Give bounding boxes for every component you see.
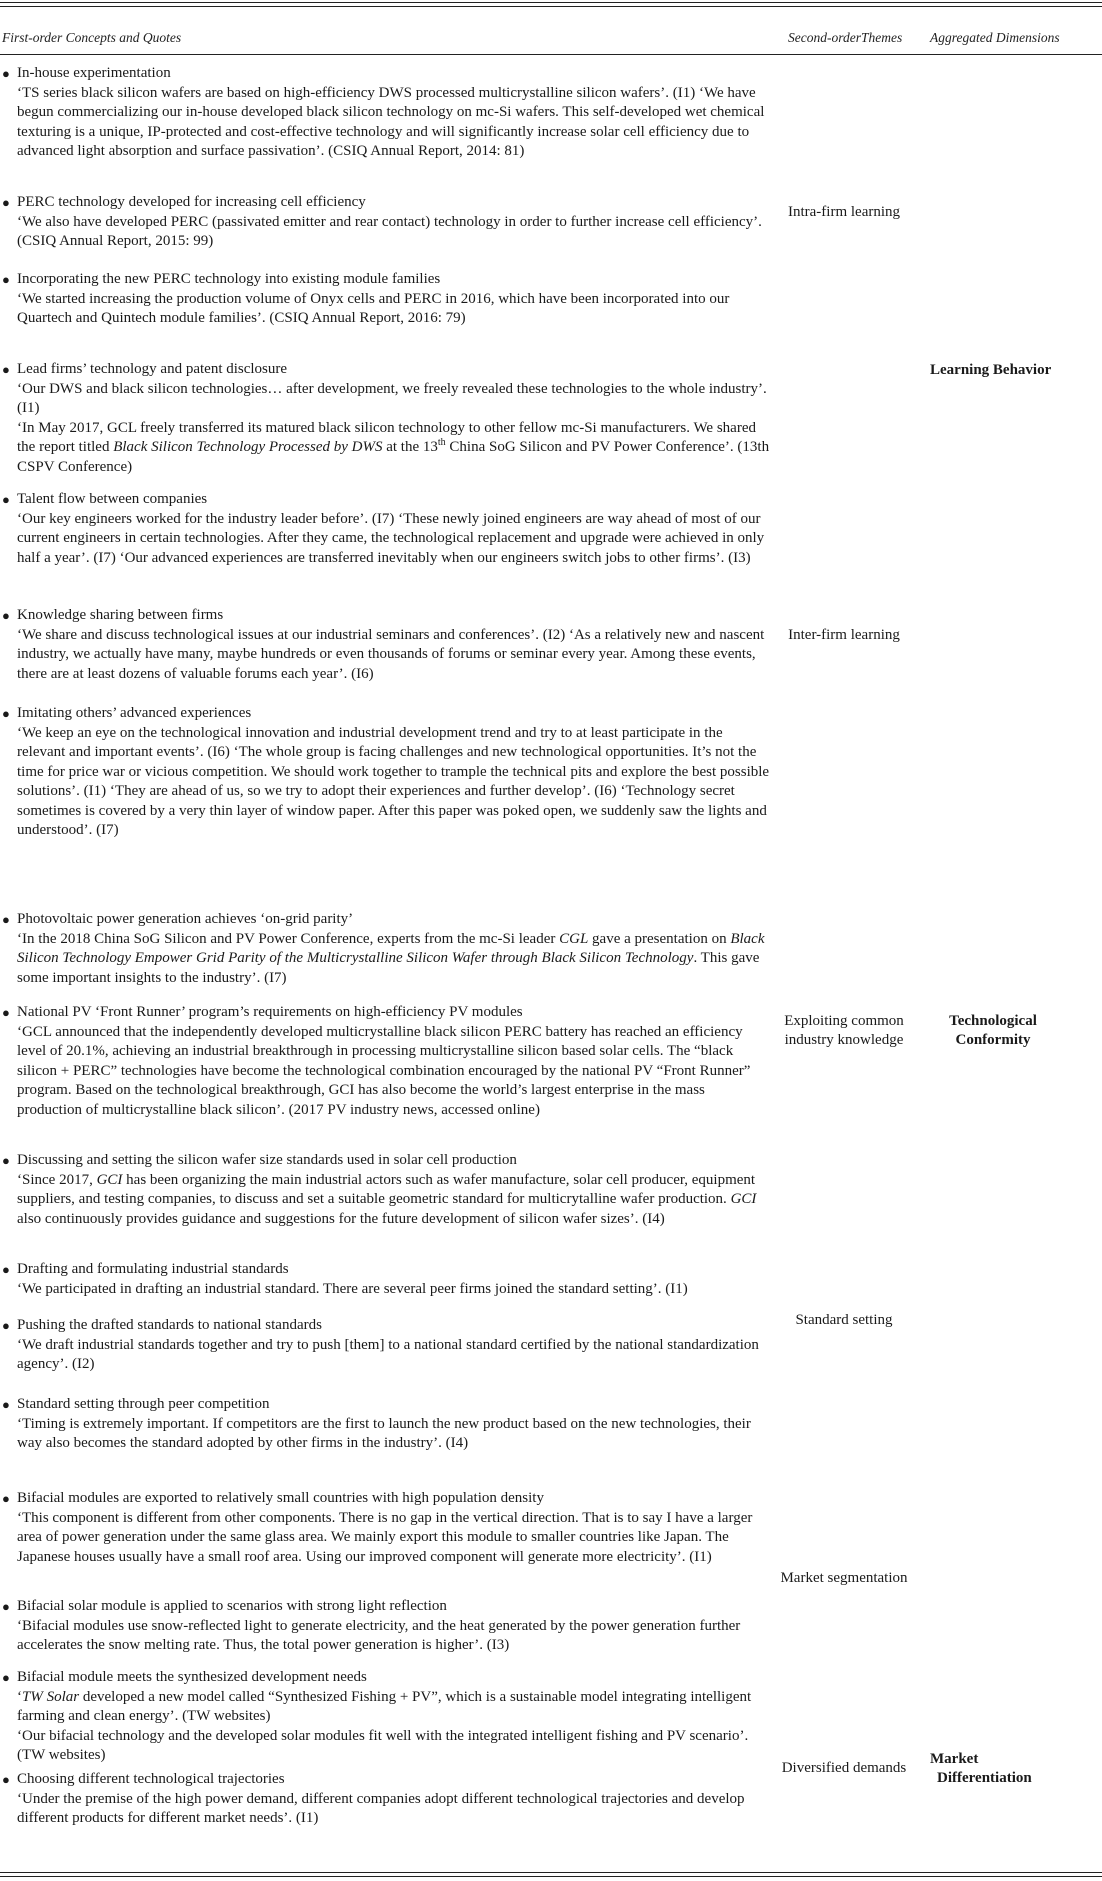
concept-quote: ‘TS series black silicon wafers are based on high-efficiency DWS processed multicrystalline silicon wafers’. (I1) ‘We have begun commercializing our in-house developed black silicon technology on mc-Si wafers. This self-developed wet chemical texturing is a unique, IP-protected and cost-effective technology and will significantly increase solar cell efficiency due to advanced light absorption and surface passivation’. (CSIQ Annual Report, 2014: 81) [17, 84, 765, 159]
bullet-icon: ● [2, 1491, 10, 1506]
list-item [0, 1003, 770, 1120]
concept-quote: ‘Our key engineers worked for the industry leader before’. (I7) ‘These newly joined engineers are way ahead of most of our current engineers in certain technologies. After they came, the technological replacement and upgrade were achieved in only half a year’. (I7) ‘Our advanced experiences are transferred inevitably when our engineers switch jobs to other firms’. (I3) [17, 510, 765, 566]
col-header-themes: Second-orderThemes [788, 30, 903, 45]
list-item [0, 193, 770, 252]
theme-diversified-demands: Diversified demands [781, 1760, 907, 1776]
concept-quote: ‘We participated in drafting an industrial standard. There are several peer firms joined the standard setting’. (I1) [17, 1280, 688, 1297]
top-rule-2 [0, 6, 1102, 7]
bullet-icon: ● [2, 608, 10, 623]
concept-heading: Standard setting through peer competition [17, 1396, 270, 1412]
list-item [0, 704, 770, 841]
concept-quote: ‘In May 2017, GCL freely transferred its matured black silicon technology to other fellow mc-Si manufacturers. We shared the report titled Black Silicon Technology Processed by DWS at the 13th China SoG Silicon and PV Power Conference’. (13th CSPV Conference) [17, 419, 770, 475]
concept-heading: Lead firms’ technology and patent disclosure [17, 361, 288, 377]
list-item [0, 1489, 770, 1567]
bottom-rule-2 [0, 1876, 1102, 1877]
concept-heading: Pushing the drafted standards to national standards [17, 1317, 322, 1333]
list-item [0, 1151, 770, 1229]
list-item [0, 360, 770, 477]
concept-quote: ‘We draft industrial standards together and try to push [them] to a national standard certified by the national standardization agency’. (I2) [17, 1336, 759, 1372]
bullet-icon: ● [2, 912, 10, 927]
col-header-dimensions: Aggregated Dimensions [930, 30, 1060, 45]
bullet-icon: ● [2, 1262, 10, 1277]
list-item [0, 1395, 770, 1454]
bullet-icon: ● [2, 1670, 10, 1685]
concept-heading: Bifacial solar module is applied to scenarios with strong light reflection [17, 1598, 447, 1614]
bullet-icon: ● [2, 272, 10, 287]
bottom-rule [0, 1872, 1102, 1873]
concept-quote: ‘GCL announced that the independently developed multicrystalline black silicon PERC battery has reached an efficiency level of 20.1%, achieving an industrial breakthrough in processing multicrystalline silicon based solar cells. The “black silicon + PERC” technologies have become the technological combination encouraged by the national PV “Front Runner” program. Based on the technological breakthrough, GCI has also become the world’s largest enterprise in the mass production of multicrystalline black silicon’. (2017 PV industry news, accessed online) [17, 1023, 751, 1118]
col-header-first-order: First-order Concepts and Quotes [2, 30, 182, 45]
concept-heading: Knowledge sharing between firms [17, 607, 224, 623]
concept-quote: ‘In the 2018 China SoG Silicon and PV Power Conference, experts from the mc-Si leader CGL gave a presentation on Black Silicon Technology Empower Grid Parity of the Multicrystalline Silicon Wafer through Black Silicon Technology. This gave some important insights to the industry’. (I7) [17, 930, 765, 986]
header-rule [0, 54, 1102, 55]
list-item [0, 490, 770, 568]
top-rule [0, 2, 1102, 3]
concept-quote: ‘Timing is extremely important. If competitors are the first to launch the new product based on the new technologies, their way also becomes the standard adopted by other firms in the industry’. (I4) [17, 1415, 751, 1451]
concept-heading: Talent flow between companies [17, 491, 208, 507]
bullet-icon: ● [2, 1772, 10, 1787]
dimension-technological-conformity: Technological Conformity [949, 1013, 1037, 1048]
concept-heading: Bifacial module meets the synthesized development needs [17, 1669, 367, 1685]
bullet-icon: ● [2, 66, 10, 81]
concept-quote: ‘We share and discuss technological issues at our industrial seminars and conferences’. (I2) ‘As a relatively new and nascent industry, we actually have many, maybe hundreds or even thousands of forums or seminar every year. Among these events, there are at least dozens of valuable forums each year’. (I6) [17, 626, 765, 682]
bullet-icon: ● [2, 1005, 10, 1020]
bullet-icon: ● [2, 706, 10, 721]
theme-inter-firm-learning: Inter-firm learning [788, 627, 900, 643]
concept-heading: In-house experimentation [17, 65, 171, 81]
concept-heading: Bifacial modules are exported to relatively small countries with high population density [17, 1490, 544, 1506]
list-item [0, 1316, 770, 1375]
concept-quote: ‘TW Solar developed a new model called “Synthesized Fishing + PV”, which is a sustainable model integrating intelligent farming and clean energy’. (TW websites) [17, 1688, 752, 1724]
theme-exploiting-knowledge: Exploiting common industry knowledge [784, 1013, 904, 1048]
concept-heading: National PV ‘Front Runner’ program’s requirements on high-efficiency PV modules [17, 1004, 523, 1020]
concept-quote: ‘Our DWS and black silicon technologies… after development, we freely revealed these technologies to the whole industry’. (I1) [17, 380, 767, 416]
bullet-icon: ● [2, 1153, 10, 1168]
bullet-icon: ● [2, 362, 10, 377]
concept-heading: Photovoltaic power generation achieves ‘on-grid parity’ [17, 911, 354, 927]
concept-quote: ‘Under the premise of the high power demand, different companies adopt different technological trajectories and develop different products for different market needs’. (I1) [17, 1790, 745, 1826]
theme-standard-setting: Standard setting [795, 1312, 893, 1328]
concept-quote: ‘We started increasing the production volume of Onyx cells and PERC in 2016, which have been incorporated into our Quartech and Quintech module families’. (CSIQ Annual Report, 2016: 79) [17, 290, 730, 326]
concept-quote: ‘Since 2017, GCI has been organizing the main industrial actors such as wafer manufacture, solar cell producer, equipment suppliers, and testing companies, to discuss and set a suitable geometric standard for multicrytalline wafer production. GCI also continuously provides guidance and suggestions for the future development of silicon wafer sizes’. (I4) [17, 1171, 757, 1227]
concept-heading: Imitating others’ advanced experiences [17, 705, 252, 721]
concept-heading: Incorporating the new PERC technology into existing module families [17, 271, 441, 287]
concept-quote: ‘We keep an eye on the technological innovation and industrial development trend and try to at least participate in the relevant and important events’. (I6) ‘The whole group is facing challenges and new technological opportunities. It’s not the time for price war or vicious competition. We should work together to trample the technical pits and explore the best possible solutions’. (I1) ‘They are ahead of us, so we try to adopt their experiences and further develop’. (I6) ‘Technology secret sometimes is covered by a very thin layer of window paper. After this paper was poked open, we suddenly saw the lights and understood’. (I7) [17, 724, 770, 838]
bullet-icon: ● [2, 1318, 10, 1333]
bullet-icon: ● [2, 1599, 10, 1614]
concept-quote: ‘This component is different from other components. There is no gap in the vertical direction. That is to say I have a larger area of power generation under the same glass area. We mainly export this module to smaller countries like Japan. The Japanese houses usually have a small roof area. Using our improved component will generate more electricity’. (I1) [17, 1509, 753, 1565]
concept-quote: ‘Bifacial modules use snow-reflected light to generate electricity, and the heat generated by the power generation further accelerates the snow melting rate. Thus, the total power generation is higher’. (I3) [17, 1617, 741, 1653]
bullet-icon: ● [2, 195, 10, 210]
list-item [0, 1260, 770, 1299]
theme-market-segmentation: Market segmentation [780, 1570, 908, 1586]
concept-quote: ‘We also have developed PERC (passivated emitter and rear contact) technology in order to further increase cell efficiency’. (CSIQ Annual Report, 2015: 99) [17, 213, 762, 249]
dimension-market-differentiation: Market Differentiation [930, 1751, 1032, 1786]
list-item [0, 1770, 770, 1829]
list-item [0, 1597, 770, 1656]
bullet-icon: ● [2, 492, 10, 507]
list-item [0, 1668, 770, 1766]
dimension-learning-behavior: Learning Behavior [930, 362, 1052, 378]
concept-heading: Choosing different technological trajectories [17, 1771, 285, 1787]
concept-quote: ‘Our bifacial technology and the developed solar modules fit well with the integrated intelligent fishing and PV scenario’. (TW websites) [17, 1727, 749, 1763]
list-item [0, 64, 770, 162]
concept-heading: PERC technology developed for increasing cell efficiency [17, 194, 366, 210]
theme-intra-firm-learning: Intra-firm learning [787, 204, 901, 220]
list-item [0, 910, 770, 988]
bullet-icon: ● [2, 1397, 10, 1412]
list-item [0, 270, 770, 329]
concept-heading: Discussing and setting the silicon wafer size standards used in solar cell production [17, 1152, 517, 1168]
list-item [0, 606, 770, 684]
concept-heading: Drafting and formulating industrial standards [17, 1261, 289, 1277]
